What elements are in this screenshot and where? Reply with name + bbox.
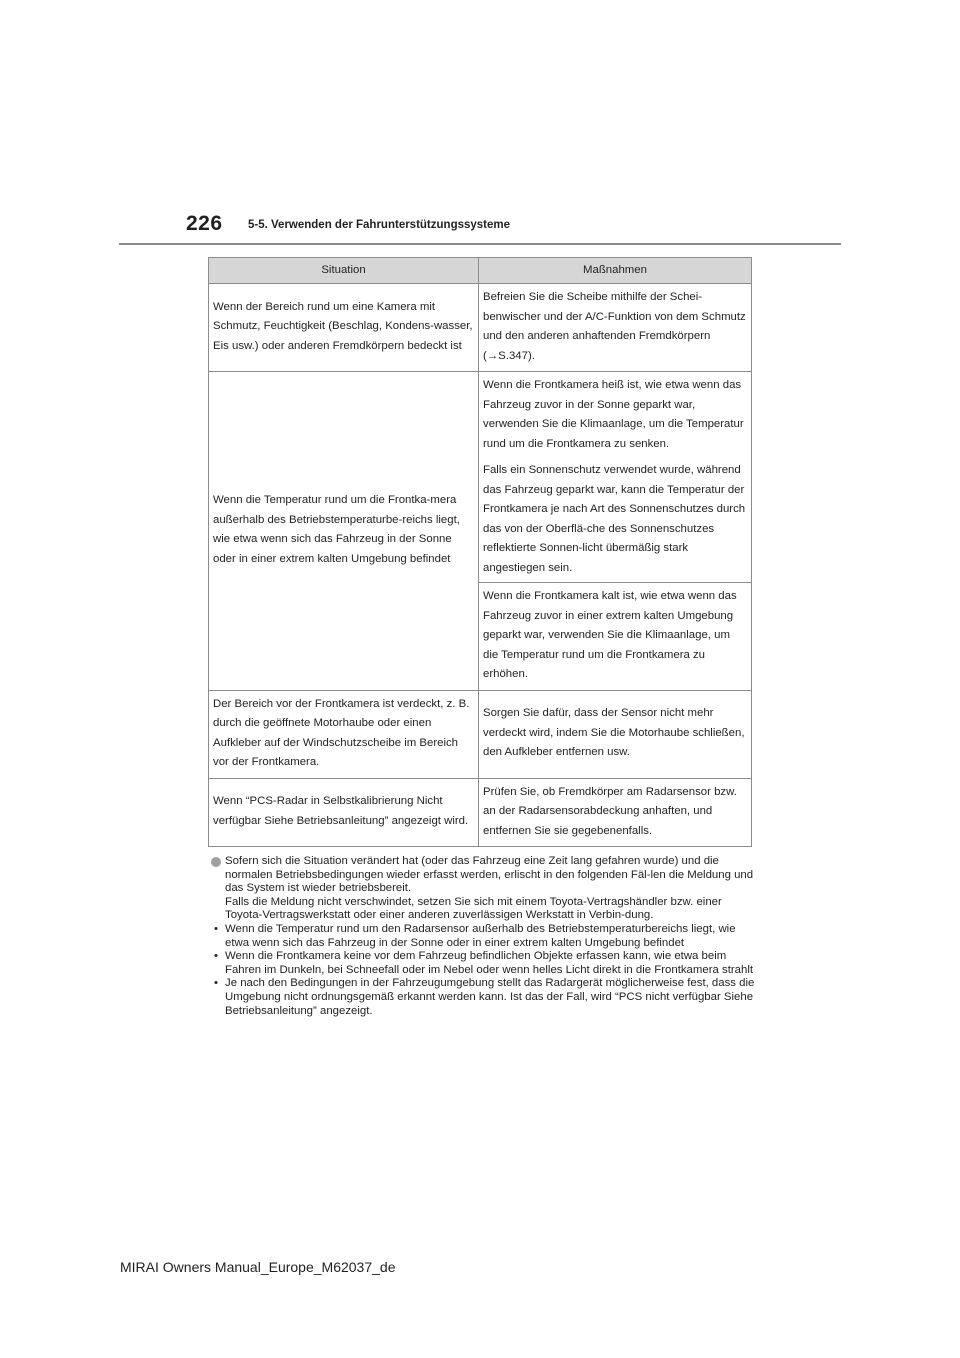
- bullet-dot-icon: •: [214, 922, 218, 935]
- situation-cell: Wenn der Bereich rund um eine Kamera mit Schmutz, Feuchtigkeit (Beschlag, Kondens-wasser, Eis usw.) oder anderen Fremdkörpern bedeckt ist: [209, 284, 479, 372]
- header-divider: [119, 243, 841, 245]
- action-cell: [479, 372, 752, 583]
- note-sub-text: Je nach den Bedingungen in der Fahrzeugumgebung stellt das Radargerät möglicherweise fest, dass die Umgebung nicht ordnungsgemäß erkannt werden kann. Ist das der Fall, wird “PCS nicht verfügbar Siehe Betriebsanleitung” angezeigt.: [225, 977, 755, 1017]
- notes-section: [210, 855, 755, 1018]
- action-paragraph: Falls ein Sonnenschutz verwendet wurde, während das Fahrzeug geparkt war, kann die Temperatur der Frontkamera je nach Art des Sonnenschutzes durch das von der Oberflä-che des Sonnenschutzes reflektierte Sonnen-licht übermäßig stark angestiegen sein.: [483, 464, 746, 574]
- note-main-text: Falls die Meldung nicht verschwindet, setzen Sie sich mit einem Toyota-Vertragshändler bzw. einer Toyota-Vertragswerkstatt oder einer anderen zuverlässigen Werkstatt in Verbin-dung.: [225, 895, 722, 922]
- note-sub-text: Wenn die Temperatur rund um den Radarsensor außerhalb des Betriebstemperaturbereichs liegt, wie etwa wenn sich das Fahrzeug in der Sonne oder in einer extrem kalten Umgebung befindet: [225, 922, 736, 949]
- column-header-actions: Maßnahmen: [479, 258, 752, 284]
- situation-cell: Wenn “PCS-Radar in Selbstkalibrierung Nicht verfügbar Siehe Betriebsanleitung” angezeigt wird.: [209, 778, 479, 847]
- note-main-text: Sofern sich die Situation verändert hat (oder das Fahrzeug eine Zeit lang gefahren wurde) und die normalen Betriebsbedingungen wieder erfasst werden, erlischt in den folgenden Fäl-len die Meldung und das System ist wieder betriebsbereit.: [225, 855, 754, 895]
- action-cell: Befreien Sie die Scheibe mithilfe der Schei-benwischer und der A/C-Funktion von dem Schmutz und den anderen anhaftenden Fremdkörpern (→S.347).: [479, 284, 752, 372]
- bullet-circle-icon: [211, 857, 221, 867]
- action-paragraph: Wenn die Frontkamera heiß ist, wie etwa wenn das Fahrzeug zuvor in der Sonne geparkt war, verwenden Sie die Klimaanlage, um die Temperatur rund um die Frontkamera zu senken.: [483, 379, 744, 450]
- note-sub-item: [210, 950, 755, 977]
- situation-cell: Der Bereich vor der Frontkamera ist verdeckt, z. B. durch die geöffnete Motorhaube oder einen Aufkleber auf der Windschutzscheibe im Bereich vor der Frontkamera.: [209, 690, 479, 778]
- table-row: [209, 372, 752, 583]
- bullet-dot-icon: •: [214, 977, 218, 990]
- section-title: 5-5. Verwenden der Fahrunterstützungssysteme: [248, 219, 511, 231]
- bullet-dot-icon: •: [214, 950, 218, 963]
- table-row: [209, 284, 752, 372]
- note-sub-text: Wenn die Frontkamera keine vor dem Fahrzeug befindlichen Objekte erfassen kann, wie etwa beim Fahren im Dunkeln, bei Schneefall oder im Nebel oder wenn helles Licht direkt in die Frontkamera strahlt: [225, 950, 754, 976]
- action-cell: Wenn die Frontkamera kalt ist, wie etwa wenn das Fahrzeug zuvor in einer extrem kalten Umgebung geparkt war, verwenden Sie die Klimaanlage, um die Temperatur rund um die Frontkamera zu erhöhen.: [479, 583, 752, 691]
- note-sub-item: [210, 977, 755, 1018]
- table-row: [209, 690, 752, 778]
- page-number: 226: [186, 212, 223, 235]
- action-cell: Sorgen Sie dafür, dass der Sensor nicht mehr verdeckt wird, indem Sie die Motorhaube schließen, den Aufkleber entfernen usw.: [479, 690, 752, 778]
- column-header-situation: Situation: [209, 258, 479, 284]
- action-cell: Prüfen Sie, ob Fremdkörper am Radarsensor bzw. an der Radarsensorabdeckung anhaften, und entfernen Sie sie gegebenenfalls.: [479, 778, 752, 847]
- note-main: [210, 855, 755, 923]
- footer-text: MIRAI Owners Manual_Europe_M62037_de: [120, 1259, 396, 1275]
- situation-table: [208, 257, 752, 847]
- table-row: [209, 778, 752, 847]
- table-header-row: [209, 258, 752, 284]
- situation-cell: Wenn die Temperatur rund um die Frontka-mera außerhalb des Betriebstemperaturbe-reichs liegt, wie etwa wenn sich das Fahrzeug in der Sonne oder in einer extrem kalten Umgebung befindet: [209, 372, 479, 691]
- note-sub-item: [210, 923, 755, 950]
